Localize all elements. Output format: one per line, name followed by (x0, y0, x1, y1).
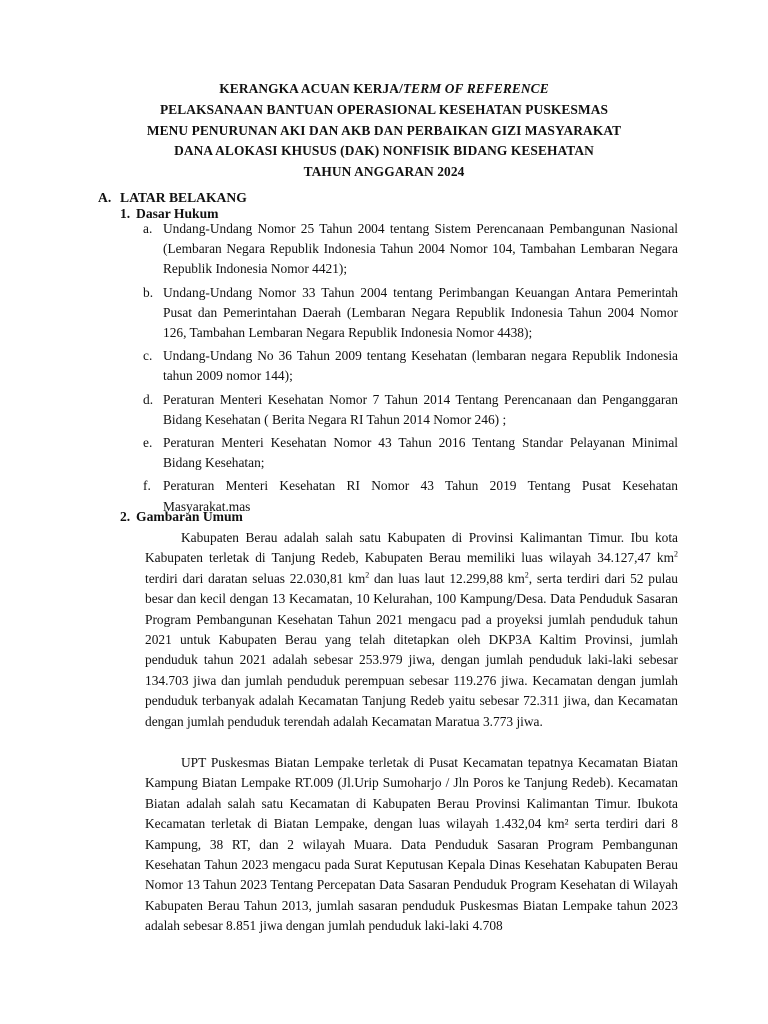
list-item-text: Undang-Undang Nomor 33 Tahun 2004 tentang Perimbangan Keuangan Antara Pemerintah Pusat dan Pemerintahan Daerah (Lembaran Negara Republik Indonesia Tahun 2004 Nomor 126, Tambahan Lembaran Negara Republik Indonesia Nomor 4438); (163, 284, 678, 341)
list-item (143, 390, 678, 430)
title-italic: TERM OF REFERENCE (402, 81, 549, 96)
section-marker: A. (98, 190, 112, 205)
title-line-4: DANA ALOKASI KHUSUS (DAK) NONFISIK BIDANG KESEHATAN (174, 143, 594, 159)
list-marker: f. (143, 478, 151, 494)
list-item-text: Peraturan Menteri Kesehatan Nomor 43 Tahun 2016 Tentang Standar Pelayanan Minimal Bidang Kesehatan; (163, 435, 678, 471)
list-marker: e. (143, 435, 153, 451)
list-item (143, 346, 678, 386)
paragraph-text: terdiri dari daratan seluas 22.030,81 km (145, 570, 366, 586)
superscript: 2 (365, 570, 370, 580)
dasar-hukum-list (143, 219, 678, 520)
list-marker: b. (143, 284, 154, 300)
gambaran-umum-heading (120, 509, 243, 525)
subsection-heading-text: Gambaran Umum (136, 509, 243, 524)
paragraph-text: , serta terdiri dari 52 pulau besar dan kecil dengan 13 Kecamatan, 10 Kelurahan, 100 Kampung/Desa. Data Penduduk Sasaran Program Pembangunan Kesehatan Tahun 2021 mengacu pad a proyeksi jumlah penduduk tahun 2021 untuk Kabupaten Berau yang telah ditetapkan oleh DKP3A Kaltim Provinsi, jumlah penduduk tahun 2021 adalah sebesar 253.979 jiwa, dengan jumlah penduduk laki-laki sebesar 134.703 jiwa dan jumlah penduduk perempuan sebesar 119.276 jiwa. Kecamatan dengan jumlah penduduk terbanyak adalah Kecamatan Tanjung Redeb yaitu sebesar 72.311 jiwa, dan Kecamatan dengan jumlah penduduk terendah adalah Kecamatan Maratua 3.773 jiwa. (145, 570, 678, 729)
document-title (0, 79, 768, 183)
superscript: 2 (524, 570, 529, 580)
subsection-marker: 2. (120, 509, 131, 524)
list-item (143, 433, 678, 473)
subsection-marker: 1. (120, 206, 131, 221)
subsection-heading-text: Dasar Hukum (136, 206, 219, 221)
paragraph-text: dan luas laut 12.299,88 km (369, 570, 525, 586)
list-item-text: Undang-Undang No 36 Tahun 2009 tentang Kesehatan (lembaran negara Republik Indonesia tahun 2009 nomor 144); (163, 348, 678, 384)
list-item-text: Undang-Undang Nomor 25 Tahun 2004 tentang Sistem Perencanaan Pembangunan Nasional (Lembaran Negara Republik Indonesia Tahun 2004 Nomor 104, Tambahan Lembaran Negara Republik Indonesia Nomor 4421); (163, 221, 678, 277)
list-item (143, 219, 678, 280)
list-marker: c. (143, 348, 153, 364)
paragraph-text: Kabupaten Berau adalah salah satu Kabupaten di Provinsi Kalimantan Timur. Ibu kota Kabupaten terletak di Tanjung Redeb, Kabupaten Berau memiliki luas wilayah 34.127,47 km (145, 530, 678, 566)
title-prefix: KERANGKA ACUAN KERJA/ (219, 81, 403, 96)
list-marker: d. (143, 391, 154, 407)
list-item-text: Peraturan Menteri Kesehatan Nomor 7 Tahun 2014 Tentang Perencanaan dan Penganggaran Bidang Kesehatan ( Berita Negara RI Tahun 2014 Nomor 246) ; (163, 391, 678, 427)
list-marker: a. (143, 221, 153, 236)
superscript: 2 (674, 549, 678, 559)
title-line-1 (0, 79, 768, 100)
list-item (143, 283, 678, 344)
paragraph-puskesmas-biatan: UPT Puskesmas Biatan Lempake terletak di Pusat Kecamatan tepatnya Kecamatan Biatan Kampung Biatan Lempake RT.009 (Jl.Urip Sumoharjo / Jln Poros ke Tanjung Redeb). Kecamatan Biatan adalah salah satu Kecamatan di Kabupaten Berau Provinsi Kalimantan Timur. Ibukota Kecamatan terletak di Biatan Lempake, dengan luas wilayah 1.432,04 km² serta terdiri dari 8 Kampung, 38 RT, dan 2 wilayah Muara. Data Penduduk Sasaran Program Pembangunan Kesehatan Tahun 2023 mengacu pada Surat Keputusan Kepala Dinas Kesehatan Kabupaten Berau Nomor 13 Tahun 2023 Tentang Percepatan Data Sasaran Penduduk Program Kesehatan di Wilayah Kabupaten Berau Tahun 2013, jumlah sasaran penduduk Puskesmas Biatan Lempake tahun 2023 adalah sebesar 8.851 jiwa dengan jumlah penduduk laki-laki 4.708 (145, 755, 678, 934)
section-a-heading (98, 190, 247, 206)
title-line-5: TAHUN ANGGARAN 2024 (303, 164, 465, 180)
paragraph-kabupaten-berau (145, 528, 678, 732)
title-line-3: MENU PENURUNAN AKI DAN AKB DAN PERBAIKAN GIZI MASYARAKAT (146, 122, 622, 138)
title-line-2: PELAKSANAAN BANTUAN OPERASIONAL KESEHATAN PUSKESMAS (159, 101, 609, 117)
section-heading-text: LATAR BELAKANG (120, 190, 247, 205)
list-item-text: Peraturan Menteri Kesehatan RI Nomor 43 Tahun 2019 Tentang Pusat Kesehatan Masyarakat.mas (163, 478, 678, 514)
